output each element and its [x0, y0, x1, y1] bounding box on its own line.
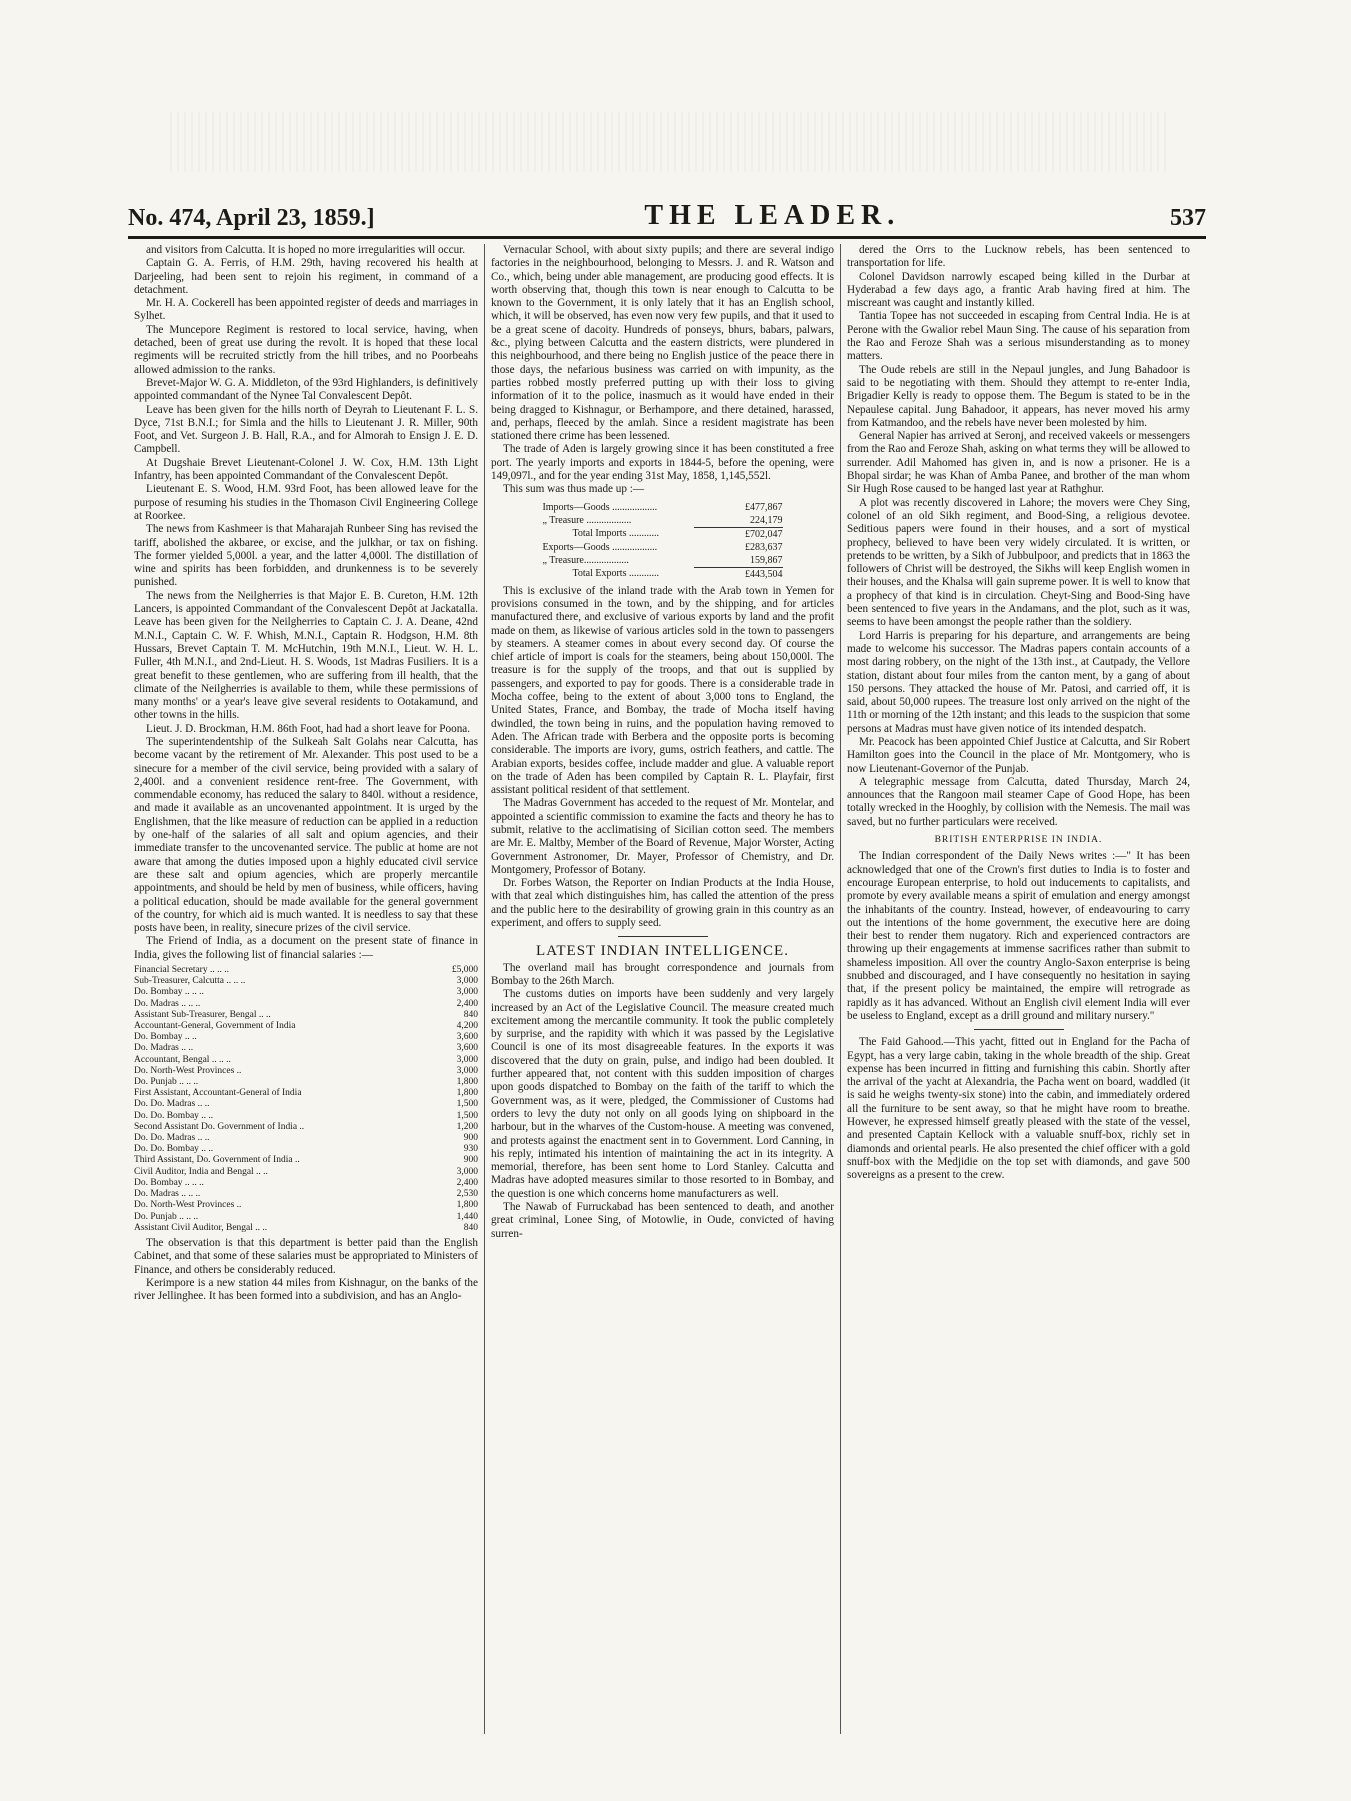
- table-row: [542, 501, 782, 514]
- row-amount: 1,800: [456, 1088, 478, 1099]
- row-label: Third Assistant, Do. Government of India ..: [134, 1155, 300, 1166]
- paragraph: The Friend of India, as a document on the present state of finance in India, gives the following list of financial salaries :—: [134, 935, 478, 961]
- table-row: [134, 1099, 478, 1110]
- table-row: [134, 1010, 478, 1021]
- row-amount: £443,504: [694, 567, 782, 581]
- row-label: Do. Madras .. .. ..: [134, 1189, 201, 1200]
- issue-line: No. 474, April 23, 1859.]: [128, 205, 375, 231]
- table-row: [134, 1021, 478, 1032]
- row-label: Do. Punjab .. .. ..: [134, 1077, 199, 1088]
- paragraph: Kerimpore is a new station 44 miles from Kishnagur, on the banks of the river Jellinghee. It has been formed into a subdivision, and has an Anglo-: [134, 1276, 478, 1303]
- row-amount: 4,200: [456, 1021, 478, 1032]
- table-row: [542, 514, 782, 528]
- row-amount: 3,000: [456, 1065, 478, 1076]
- paragraph: Lord Harris is preparing for his departure, and arrangements are being made to welcome his successor. The Madras papers contain accounts of a most daring robbery, on the night of the 13th inst., at Cautpady, the Vellore station, distant about four miles from the canton ment, by a gang of about 150 persons. They attacked the house of Mr. Patosi, and carried off, it is said, about 50,000 rupees. The treasure lost only arrived on the night of the 11th or morning of the 12th instant; and this leads to the suspicion that some persons at Madras must have given notice of its intended despatch.: [847, 629, 1190, 735]
- paragraph: Vernacular School, with about sixty pupils; and there are several indigo factories in the neighbourhood, belonging to Messrs. J. and R. Watson and Co., which, being under able management, are producing good effects. It is worth observing that, though this town is near enough to Calcutta to be known to the Government, it is only lately that it has an English school, which, it will be observed, has even now very few pupils, and that it used to be a great scene of dacoity. Hundreds of ponseys, bhurs, babars, palwars, &c., plying between Calcutta and the eastern districts, were plundered in this neighbourhood, and there being no English justice of the peace there in those days, the nefarious business was carried on with impunity, as the parties robbed mostly preferred putting up with their loss to giving information of it to the police, inasmuch as it would have ended in their being dragged to Kishnagur, or Berhampore, and there detained, harassed, and, perhaps, fleeced by the amlah. Since a resident magistrate has been stationed there crime has been lessened.: [491, 244, 834, 443]
- row-label: Do. North-West Provinces ..: [134, 1200, 242, 1211]
- row-amount: 900: [463, 1133, 478, 1144]
- table-row: [134, 1111, 478, 1122]
- row-label: Do. Madras .. .. ..: [134, 998, 201, 1009]
- row-label: Imports—Goods ..................: [542, 501, 658, 513]
- row-label: Total Exports ............: [572, 568, 659, 580]
- row-label: Do. Do. Madras .. ..: [134, 1099, 210, 1110]
- row-amount: £477,867: [745, 501, 783, 513]
- row-label: Assistant Sub-Treasurer, Bengal .. ..: [134, 1009, 271, 1020]
- row-label: „ Treasure..................: [542, 554, 629, 566]
- table-row: [542, 567, 782, 581]
- table-row: [542, 527, 782, 541]
- row-label: Exports—Goods ..................: [542, 541, 658, 553]
- separator: [618, 936, 708, 937]
- table-row: [134, 1122, 478, 1133]
- faid-paragraph: The Faid Gahood.—This yacht, fitted out in England for the Pacha of Egypt, has a very large cabin, taking in the whole breadth of the ship. Great expense has been incurred in fitting and furnishing this cabin. Shortly after the arrival of the yacht at Alexandria, the Pacha went on board, waddled (it is said he weighs twenty-six stone) into the cabin, and immediately ordered all the furniture to be sent away, so that he might have room to breathe. However, he expressed himself greatly pleased with the state of the vessel, and presented Captain Kellock with a valuable snuff-box, richly set in diamonds and oriental pearls. He also presented the chief officer with a gold snuff-box with the Medjidie on the top set with diamonds, and gave 500 sovereigns as a present to the crew.: [847, 1036, 1190, 1182]
- paragraph: A telegraphic message from Calcutta, dated Thursday, March 24, announces that the Rangoon mail steamer Cape of Good Hope, has been totally wrecked in the Hooghly, by collision with the Nemesis. The mail was saved, but no further particulars were received.: [847, 775, 1190, 828]
- row-amount: 224,179: [750, 514, 783, 526]
- row-amount: 159,867: [750, 554, 783, 566]
- columns: [128, 244, 1206, 1734]
- header-rule: [128, 236, 1206, 239]
- paragraph: The news from the Neilgherries is that Major E. B. Cureton, H.M. 12th Lancers, is appointed Commandant of the Convalescent Depôt at Jackatalla. Leave has been given for the Neilgherries to Captain C. J. A. Deane, 42nd M.N.I., Captain C. W. F. Whish, M.N.I., Captain R. Hodgson, H.M. 8th Hussars, Brevet Captain T. M. McHutchin, 19th M.N.I., Lieut. W. H. L. Fuller, 4th M.N.I., and 2nd-Lieut. H. S. Woods, 1st Madras Fusiliers. It is a great benefit to these gentlemen, who are suffering from ill health, that the climate of the Neilgherries is available to them, while these permissions of many months' or a year's leave give several residents to Ootakamund, and other towns in the hills.: [134, 589, 478, 722]
- table-row: [134, 965, 478, 976]
- row-amount: 2,400: [456, 998, 478, 1009]
- paragraph: and visitors from Calcutta. It is hoped no more irregularities will occur.: [146, 244, 466, 256]
- paragraph: The customs duties on imports have been suddenly and very largely increased by an Act of the Legislative Council. The measure created much excitement among the mercantile community. It took the public completely by surprise, and the rapidity with which it was passed by the Legislative Council is one of its most disagreeable features. In the exports it was discovered that the duty on grain, pulse, and indigo had been doubled. It further appeared that, not content with this sudden imposition of charges upon goods dispatched to Bombay on the faith of the tariff to which the Government was, as it were, pledged, the Commissioner of Customs had orders to levy the duty not only on all goods lying on shipboard in the harbour, but in the wharves of the Custom-house. A meeting was convened, and protests against the enactment sent in to Government. Lord Canning, in his reply, intimated his intention of maintaining the act in its integrity. A memorial, therefore, has been sent home to Lord Stanley. Calcutta and Madras have adopted measures similar to those resorted to in Bombay, and the question is one which concerns home manufacturers as well.: [491, 988, 834, 1200]
- row-amount: 3,000: [456, 1054, 478, 1065]
- table-row: [134, 1077, 478, 1088]
- salary-table: [134, 965, 478, 1234]
- row-amount: 1,500: [456, 1099, 478, 1110]
- table-row: [134, 1167, 478, 1178]
- page-number: 537: [1170, 205, 1206, 231]
- row-label: Civil Auditor, India and Bengal .. ..: [134, 1166, 268, 1177]
- separator: [974, 1029, 1064, 1030]
- table-row: [134, 1212, 478, 1223]
- row-amount: £283,637: [745, 541, 783, 553]
- row-label: Do. Do. Madras .. ..: [134, 1133, 210, 1144]
- paragraph: At Dugshaie Brevet Lieutenant-Colonel J. W. Cox, H.M. 13th Light Infantry, has been appointed Commandant of the Convalescent Depôt.: [134, 456, 478, 483]
- paragraph: Colonel Davidson narrowly escaped being killed in the Durbar at Hyderabad a few days ago, a frantic Arab having fired at him. The miscreant was caught and instantly killed.: [847, 270, 1190, 310]
- paragraph: The observation is that this department is better paid than the English Cabinet, and that some of these salaries must be appropriated to Ministers of Finance, and others be considerably reduced.: [134, 1236, 478, 1276]
- table-row: [134, 976, 478, 987]
- row-label: Second Assistant Do. Government of India ..: [134, 1121, 305, 1132]
- paragraph: The Oude rebels are still in the Nepaul jungles, and Jung Bahadoor is said to be negotiating with them. Should they attempt to re-enter India, Brigadier Kelly is ready to oppose them. The Begum is stated to be in the Nepaulese capital. Jung Bahadoor, it appears, has never moved his army from Katmandoo, and the rebels have never been molested by him.: [847, 363, 1190, 429]
- row-label: Assistant Civil Auditor, Bengal .. ..: [134, 1222, 268, 1233]
- paragraph: The superintendentship of the Sulkeah Salt Golahs near Calcutta, has become vacant by the retirement of Mr. Alexander. This post used to be a sinecure for a member of the civil service, being provided with a salary of 2,400l. and a convenient residence rent-free. The Government, with commendable economy, has reduced the salary to 840l. without a residence, and made it available as an uncovenanted appointment. It is urged by the Englishmen, that the like measure of reduction can be applied in a reduction by one-half of the salaries of all salt and opium agencies, and their immediate transfer to the uncovenanted service. The public at home are not aware that among the duties imposed upon a highly educated civil service are these salt and opium agencies, which are properly mercantile appointments, and should be held by men of business, while officers, having a political education, should be made available for the general government of the country, for which aid is much wanted. It is needless to say that these posts have been, in reality, sinecure prizes of the civil service.: [134, 735, 478, 935]
- table-row: [134, 1178, 478, 1189]
- paragraph: Tantia Topee has not succeeded in escaping from Central India. He is at Perone with the Gwalior rebel Maun Sing. The cause of his separation from the Rao and Feroze Shah was a serious misunderstanding as to money matters.: [847, 310, 1190, 363]
- table-row: [134, 1155, 478, 1166]
- row-label: „ Treasure ..................: [542, 514, 632, 526]
- table-row: [134, 1055, 478, 1066]
- paragraph: The Muncepore Regiment is restored to local service, having, when detached, been of great use during the revolt. It is hoped that these local regiments will be recruited strictly from the hill tribes, and no Poorbeahs allowed admission to the ranks.: [134, 323, 478, 376]
- paragraph: This sum was thus made up :—: [503, 483, 645, 496]
- masthead: [128, 198, 1206, 232]
- column-2-after: [491, 585, 834, 931]
- row-label: First Assistant, Accountant-General of India: [134, 1088, 302, 1099]
- latest-heading: LATEST INDIAN INTELLIGENCE.: [536, 943, 789, 960]
- table-row: [134, 1133, 478, 1144]
- row-amount: 3,000: [456, 976, 478, 987]
- paragraph: This is exclusive of the inland trade with the Arab town in Yemen for provisions consumed in the town, and by the shipping, and for articles manufactured there, and exclusive of various exports by land and the profit made on them, as likewise of various articles sold in the town to passengers by steamers. A steamer comes in about every second day. Of course the chief article of import is coals for the steamers, being about 150,000l. The treasure is for the supply of the troops, and that out is supplied by passengers, and exported to pay for goods. There is a considerable trade in Mocha coffee, being to the extent of about 3,000 tons to England, the United States, France, and Bombay, the trade of Mocha itself having dwindled, the town being in ruins, and the population having removed to Aden. The African trade with Berbera and the opposite ports is becoming considerable. The imports are ivory, gums, ostrich feathers, and cattle. The Arabian exports, besides coffee, include madder and glue. A valuable report on the trade of Aden has been compiled by Captain R. L. Playfair, first assistant political resident of that settlement.: [491, 584, 834, 797]
- column-2: [484, 244, 840, 1734]
- table-row: [134, 1032, 478, 1043]
- table-row: [134, 1189, 478, 1200]
- row-amount: 1,500: [456, 1110, 478, 1121]
- row-amount: 900: [463, 1155, 478, 1166]
- table-row: [134, 1200, 478, 1211]
- row-amount: 3,600: [456, 1032, 478, 1043]
- column-3: [840, 244, 1196, 1734]
- row-amount: 3,000: [456, 1166, 478, 1177]
- paragraph: The Madras Government has acceded to the request of Mr. Montelar, and appointed a scientific commission to examine the facts and theory he has to submit, relative to the acclimatising of Sicilian cotton seed. The members are Mr. E. Maltby, Member of the Board of Revenue, Major Worster, Acting Government Astronomer, Dr. Mayer, Professor of Chemistry, and Dr. Montgomery, Professor of Botany.: [491, 797, 834, 876]
- paragraph: The overland mail has brought correspondence and journals from Bombay to the 26th March.: [491, 961, 834, 987]
- paragraph: The trade of Aden is largely growing since it has been constituted a free port. The yearly imports and exports in 1844-5, before the opening, were 149,097l., and for the year ending 31st May, 1858, 1,145,552l.: [491, 443, 834, 483]
- row-amount: 1,800: [456, 1077, 478, 1088]
- latest-intelligence: [491, 962, 834, 1241]
- paragraph: Dr. Forbes Watson, the Reporter on Indian Products at the India House, with that zeal which distinguishes him, has called the attention of the press and the public here to the desirability of growing grain in this country as an experiment, and offers to supply seed.: [491, 877, 834, 930]
- paragraph: A plot was recently discovered in Lahore; the movers were Chey Sing, colonel of an old Sikh regiment, and Bood-Sing, a religious devotee. Seditious papers were found in their houses, and a sort of mystical prophecy, believed to have been very widely circulated. It is written, or pretends to be written, by a Sikh of Jubbulpoor, and predicts that in 1863 the followers of Christ will be destroyed, the Sikhs will keep English women in their houses, and the Khalsa will gain supreme power. It is well to know that a prophecy of that kind is in circulation. Cheyt-Sing and Bood-Sing have been sentenced to five years in the Andamans, and the plot, such as it was, seems to have been amongst the people rather than the soldiery.: [847, 496, 1190, 629]
- row-amount: £5,000: [451, 965, 478, 976]
- paragraph: Lieutenant E. S. Wood, H.M. 93rd Foot, has been allowed leave for the purpose of resuming his studies in the Thomason Civil Engineering College at Roorkee.: [134, 483, 478, 522]
- table-row: [134, 1223, 478, 1234]
- row-amount: 2,530: [456, 1189, 478, 1200]
- paragraph: Mr. Peacock has been appointed Chief Justice at Calcutta, and Sir Robert Hamilton goes into the Council in the place of Mr. Montgomery, who is now Lieutenant-Governor of the Punjab.: [847, 735, 1190, 775]
- table-row: [542, 554, 782, 568]
- row-amount: 1,440: [456, 1211, 478, 1222]
- row-label: Do. Bombay .. .. ..: [134, 987, 204, 998]
- row-amount: 2,400: [456, 1177, 478, 1188]
- row-amount: 840: [463, 1222, 478, 1233]
- row-label: Do. Bombay .. ..: [134, 1032, 197, 1043]
- row-label: Do. Punjab .. .. ..: [134, 1211, 199, 1222]
- row-label: Do. Do. Bombay .. ..: [134, 1110, 214, 1121]
- row-amount: 1,200: [456, 1121, 478, 1132]
- column-1-paragraphs: [134, 244, 478, 962]
- paragraph: Captain G. A. Ferris, of H.M. 29th, having recovered his health at Darjeeling, had been sent to rejoin his regiment, in command of a detachment.: [134, 257, 478, 296]
- row-amount: 3,000: [456, 987, 478, 998]
- row-label: Do. Bombay .. .. ..: [134, 1177, 204, 1188]
- table-row: [134, 1144, 478, 1155]
- row-amount: 3,600: [456, 1043, 478, 1054]
- british-heading: BRITISH ENTERPRISE IN INDIA.: [934, 835, 1103, 846]
- scan-noise: [170, 112, 1170, 172]
- paragraph: General Napier has arrived at Seronj, and received vakeels or messengers from the Rao and Feroze Shah, asking on what terms they will be allowed to surrender. Adil Mahomed has given in, and is now a prisoner. He is a Bhopal sirdar; he was Khan of Amba Panee, and brother of the man whom Sir Hugh Rose caused to be hanged last year at Rathghur.: [847, 430, 1190, 496]
- row-label: Do. Madras .. ..: [134, 1043, 194, 1054]
- row-label: Total Imports ............: [572, 528, 659, 540]
- row-label: Do. Do. Bombay .. ..: [134, 1144, 214, 1155]
- table-row: [134, 999, 478, 1010]
- newspaper-title: THE LEADER.: [644, 200, 901, 231]
- row-label: Do. North-West Provinces ..: [134, 1065, 242, 1076]
- paragraph: The news from Kashmeer is that Maharajah Runbeer Sing has revised the tariff, abolished the akbaree, or excise, and the julkhar, or tax on fishing. The former yielded 5,000l. a year, and the latter 4,000l. The distillation of wine and spirits has been forbidden, and drunkenness is to be severely punished.: [134, 523, 478, 589]
- row-label: Sub-Treasurer, Calcutta .. .. ..: [134, 976, 246, 987]
- table-row: [134, 1066, 478, 1077]
- column-1-closing: [134, 1237, 478, 1303]
- british-enterprise: [847, 850, 1190, 1023]
- paragraph: Brevet-Major W. G. A. Middleton, of the 93rd Highlanders, is definitively appointed commandant of the Nynee Tal Convalescent Depôt.: [134, 376, 478, 403]
- row-amount: £702,047: [694, 527, 782, 541]
- aden-trade-table: [542, 501, 782, 581]
- paragraph: Leave has been given for the hills north of Deyrah to Lieutenant F. L. S. Dyce, 71st B.N.I.; for Simla and the hills to Lieutenant J. R. Miller, 90th Foot, and Vet. Surgeon J. B. Hall, R.A., and for Almorah to Ensign J. E. D. Campbell.: [134, 403, 478, 456]
- row-label: Financial Secretary .. .. ..: [134, 965, 229, 976]
- table-row: [134, 1088, 478, 1099]
- table-row: [542, 541, 782, 554]
- paragraph: The Indian correspondent of the Daily News writes :—" It has been acknowledged that one of the Crown's first duties to India is to foster and encourage European enterprise, to hold out inducements to capitalists, and promote by every available means a spirit of emulation and energy amongst the inhabitants of the country. Instead, however, of endeavouring to carry out the intentions of the home government, the executive here are doing their best to render them nugatory. Rich and experienced contractors are throwing up their engagements at immense sacrifices rather than submit to shameless imposition. All over the country Anglo-Saxon enterprise is being snubbed and discouraged, and I have consequently no hesitation in saying that, if the present policy be maintained, the empire will retrograde as rapidly as it has advanced. Without an English civil element India will ever be useless to England, except as a drill ground and military nursery.": [847, 850, 1190, 1022]
- paragraph: The Nawab of Furruckabad has been sentenced to death, and another great criminal, Lonee Sing, of Motowlie, in Oude, convicted of having surren-: [491, 1201, 834, 1240]
- paragraph: dered the Orrs to the Lucknow rebels, has been sentenced to transportation for life.: [847, 244, 1190, 270]
- row-amount: 840: [463, 1009, 478, 1020]
- row-amount: 1,800: [456, 1200, 478, 1211]
- row-amount: 930: [463, 1144, 478, 1155]
- column-1: [128, 244, 484, 1734]
- paragraph: Mr. H. A. Cockerell has been appointed register of deeds and marriages in Sylhet.: [134, 297, 478, 323]
- table-row: [134, 1043, 478, 1054]
- paragraph: Lieut. J. D. Brockman, H.M. 86th Foot, had had a short leave for Poona.: [146, 722, 471, 735]
- column-2-paragraphs: [491, 244, 834, 497]
- row-label: Accountant, Bengal .. .. ..: [134, 1054, 231, 1065]
- table-row: [134, 987, 478, 998]
- row-label: Accountant-General, Government of India: [134, 1021, 296, 1032]
- column-3-paragraphs: [847, 244, 1190, 829]
